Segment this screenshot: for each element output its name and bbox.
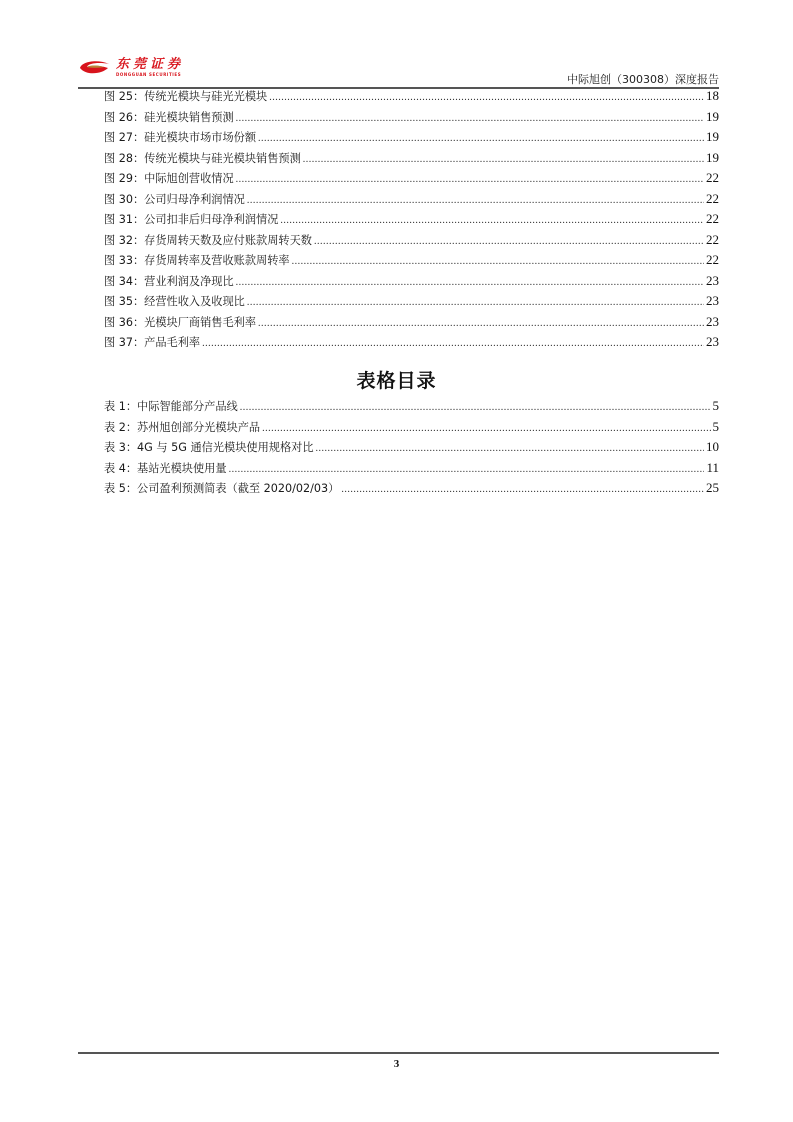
toc-entry[interactable]: [104, 232, 719, 253]
table-toc-list: [104, 398, 719, 501]
toc-entry[interactable]: [104, 419, 719, 440]
toc-entry-label: 图 26：硅光模块销售预测: [104, 110, 234, 124]
logo-swoosh-icon: [78, 59, 110, 77]
report-title: 中际旭创（300308）深度报告: [567, 73, 719, 86]
toc-leader-dots: [314, 236, 704, 247]
company-logo: [78, 58, 184, 77]
toc-entry-page: 22: [706, 252, 719, 267]
toc-leader-dots: [236, 174, 704, 185]
toc-entry-page: 22: [706, 211, 719, 226]
toc-entry[interactable]: [104, 334, 719, 355]
toc-entry-label: 图 37：产品毛利率: [104, 336, 201, 349]
toc-entry-label: 图 31：公司扣非后归母净利润情况: [104, 213, 279, 226]
toc-leader-dots: [303, 154, 704, 165]
toc-entry-label: 表 3：4G 与 5G 通信光模块使用规格对比: [104, 441, 314, 454]
toc-entry-label: 图 36：光模块厂商销售毛利率: [104, 315, 257, 329]
toc-entry-page: 25: [706, 480, 719, 495]
page-number: 3: [393, 1058, 400, 1070]
toc-entry-page: 22: [706, 190, 719, 206]
toc-entry-page: 22: [706, 231, 719, 247]
toc-entry-page: 19: [706, 108, 719, 124]
toc-entry-page: 23: [706, 313, 719, 329]
toc-entry-page: 22: [706, 170, 719, 185]
toc-entry-page: 11: [706, 459, 719, 475]
toc-entry[interactable]: [104, 252, 719, 273]
page-header: [78, 56, 719, 86]
toc-entry[interactable]: [104, 293, 719, 314]
footer-divider: [78, 1052, 719, 1054]
toc-leader-dots: [341, 484, 704, 495]
toc-leader-dots: [202, 338, 704, 349]
toc-entry-page: 5: [712, 418, 719, 434]
toc-entry[interactable]: [104, 273, 719, 294]
toc-entry[interactable]: [104, 150, 719, 171]
toc-leader-dots: [262, 423, 710, 434]
toc-entry-page: 10: [706, 439, 719, 454]
toc-entry-label: 图 32：存货周转天数及应付账款周转天数: [104, 233, 312, 247]
toc-leader-dots: [240, 402, 711, 413]
toc-leader-dots: [236, 277, 704, 288]
toc-entry[interactable]: [104, 170, 719, 191]
toc-entry-label: 表 4：基站光模块使用量: [104, 461, 227, 475]
toc-leader-dots: [247, 195, 704, 206]
toc-leader-dots: [316, 443, 704, 454]
toc-entry[interactable]: [104, 211, 719, 232]
figure-toc-list: [104, 88, 719, 355]
toc-entry-page: 23: [706, 272, 719, 288]
toc-entry[interactable]: [104, 439, 719, 460]
toc-entry[interactable]: [104, 191, 719, 212]
toc-leader-dots: [247, 297, 704, 308]
toc-entry-label: 图 30：公司归母净利润情况: [104, 192, 245, 206]
toc-entry-label: 表 2：苏州旭创部分光模块产品: [104, 420, 261, 434]
toc-entry[interactable]: [104, 109, 719, 130]
toc-leader-dots: [258, 318, 704, 329]
toc-entry-page: 23: [706, 293, 719, 308]
toc-entry-page: 18: [706, 88, 719, 103]
toc-entry-page: 19: [706, 149, 719, 165]
toc-entry-page: 5: [712, 398, 719, 413]
toc-leader-dots: [229, 464, 705, 475]
table-toc-heading: 表格目录: [356, 370, 437, 392]
toc-entry[interactable]: [104, 480, 719, 501]
toc-entry-page: 19: [706, 129, 719, 144]
toc-entry[interactable]: [104, 398, 719, 419]
toc-leader-dots: [280, 215, 704, 226]
toc-leader-dots: [236, 113, 704, 124]
logo-english-name: DONGGUAN SECURITIES: [116, 72, 182, 77]
toc-entry-label: 表 1：中际智能部分产品线: [104, 400, 238, 413]
logo-chinese-name: 东莞证券: [116, 57, 185, 72]
toc-entry[interactable]: [104, 460, 719, 481]
toc-entry-label: 图 28：传统光模块与硅光模块销售预测: [104, 151, 301, 165]
toc-entry-label: 图 35：经营性收入及收现比: [104, 295, 245, 308]
toc-entry-label: 图 33：存货周转率及营收账款周转率: [104, 254, 290, 267]
toc-leader-dots: [292, 256, 704, 267]
toc-entry-label: 表 5：公司盈利预测简表（截至 2020/02/03）: [104, 482, 340, 495]
toc-entry[interactable]: [104, 314, 719, 335]
toc-leader-dots: [269, 92, 704, 103]
toc-entry[interactable]: [104, 88, 719, 109]
toc-entry-label: 图 27：硅光模块市场市场份额: [104, 131, 257, 144]
toc-entry-label: 图 29：中际旭创营收情况: [104, 172, 234, 185]
toc-leader-dots: [258, 133, 704, 144]
toc-entry-page: 23: [706, 334, 719, 349]
toc-entry-label: 图 25：传统光模块与硅光光模块: [104, 90, 268, 103]
toc-entry[interactable]: [104, 129, 719, 150]
toc-entry-label: 图 34：营业利润及净现比: [104, 274, 234, 288]
